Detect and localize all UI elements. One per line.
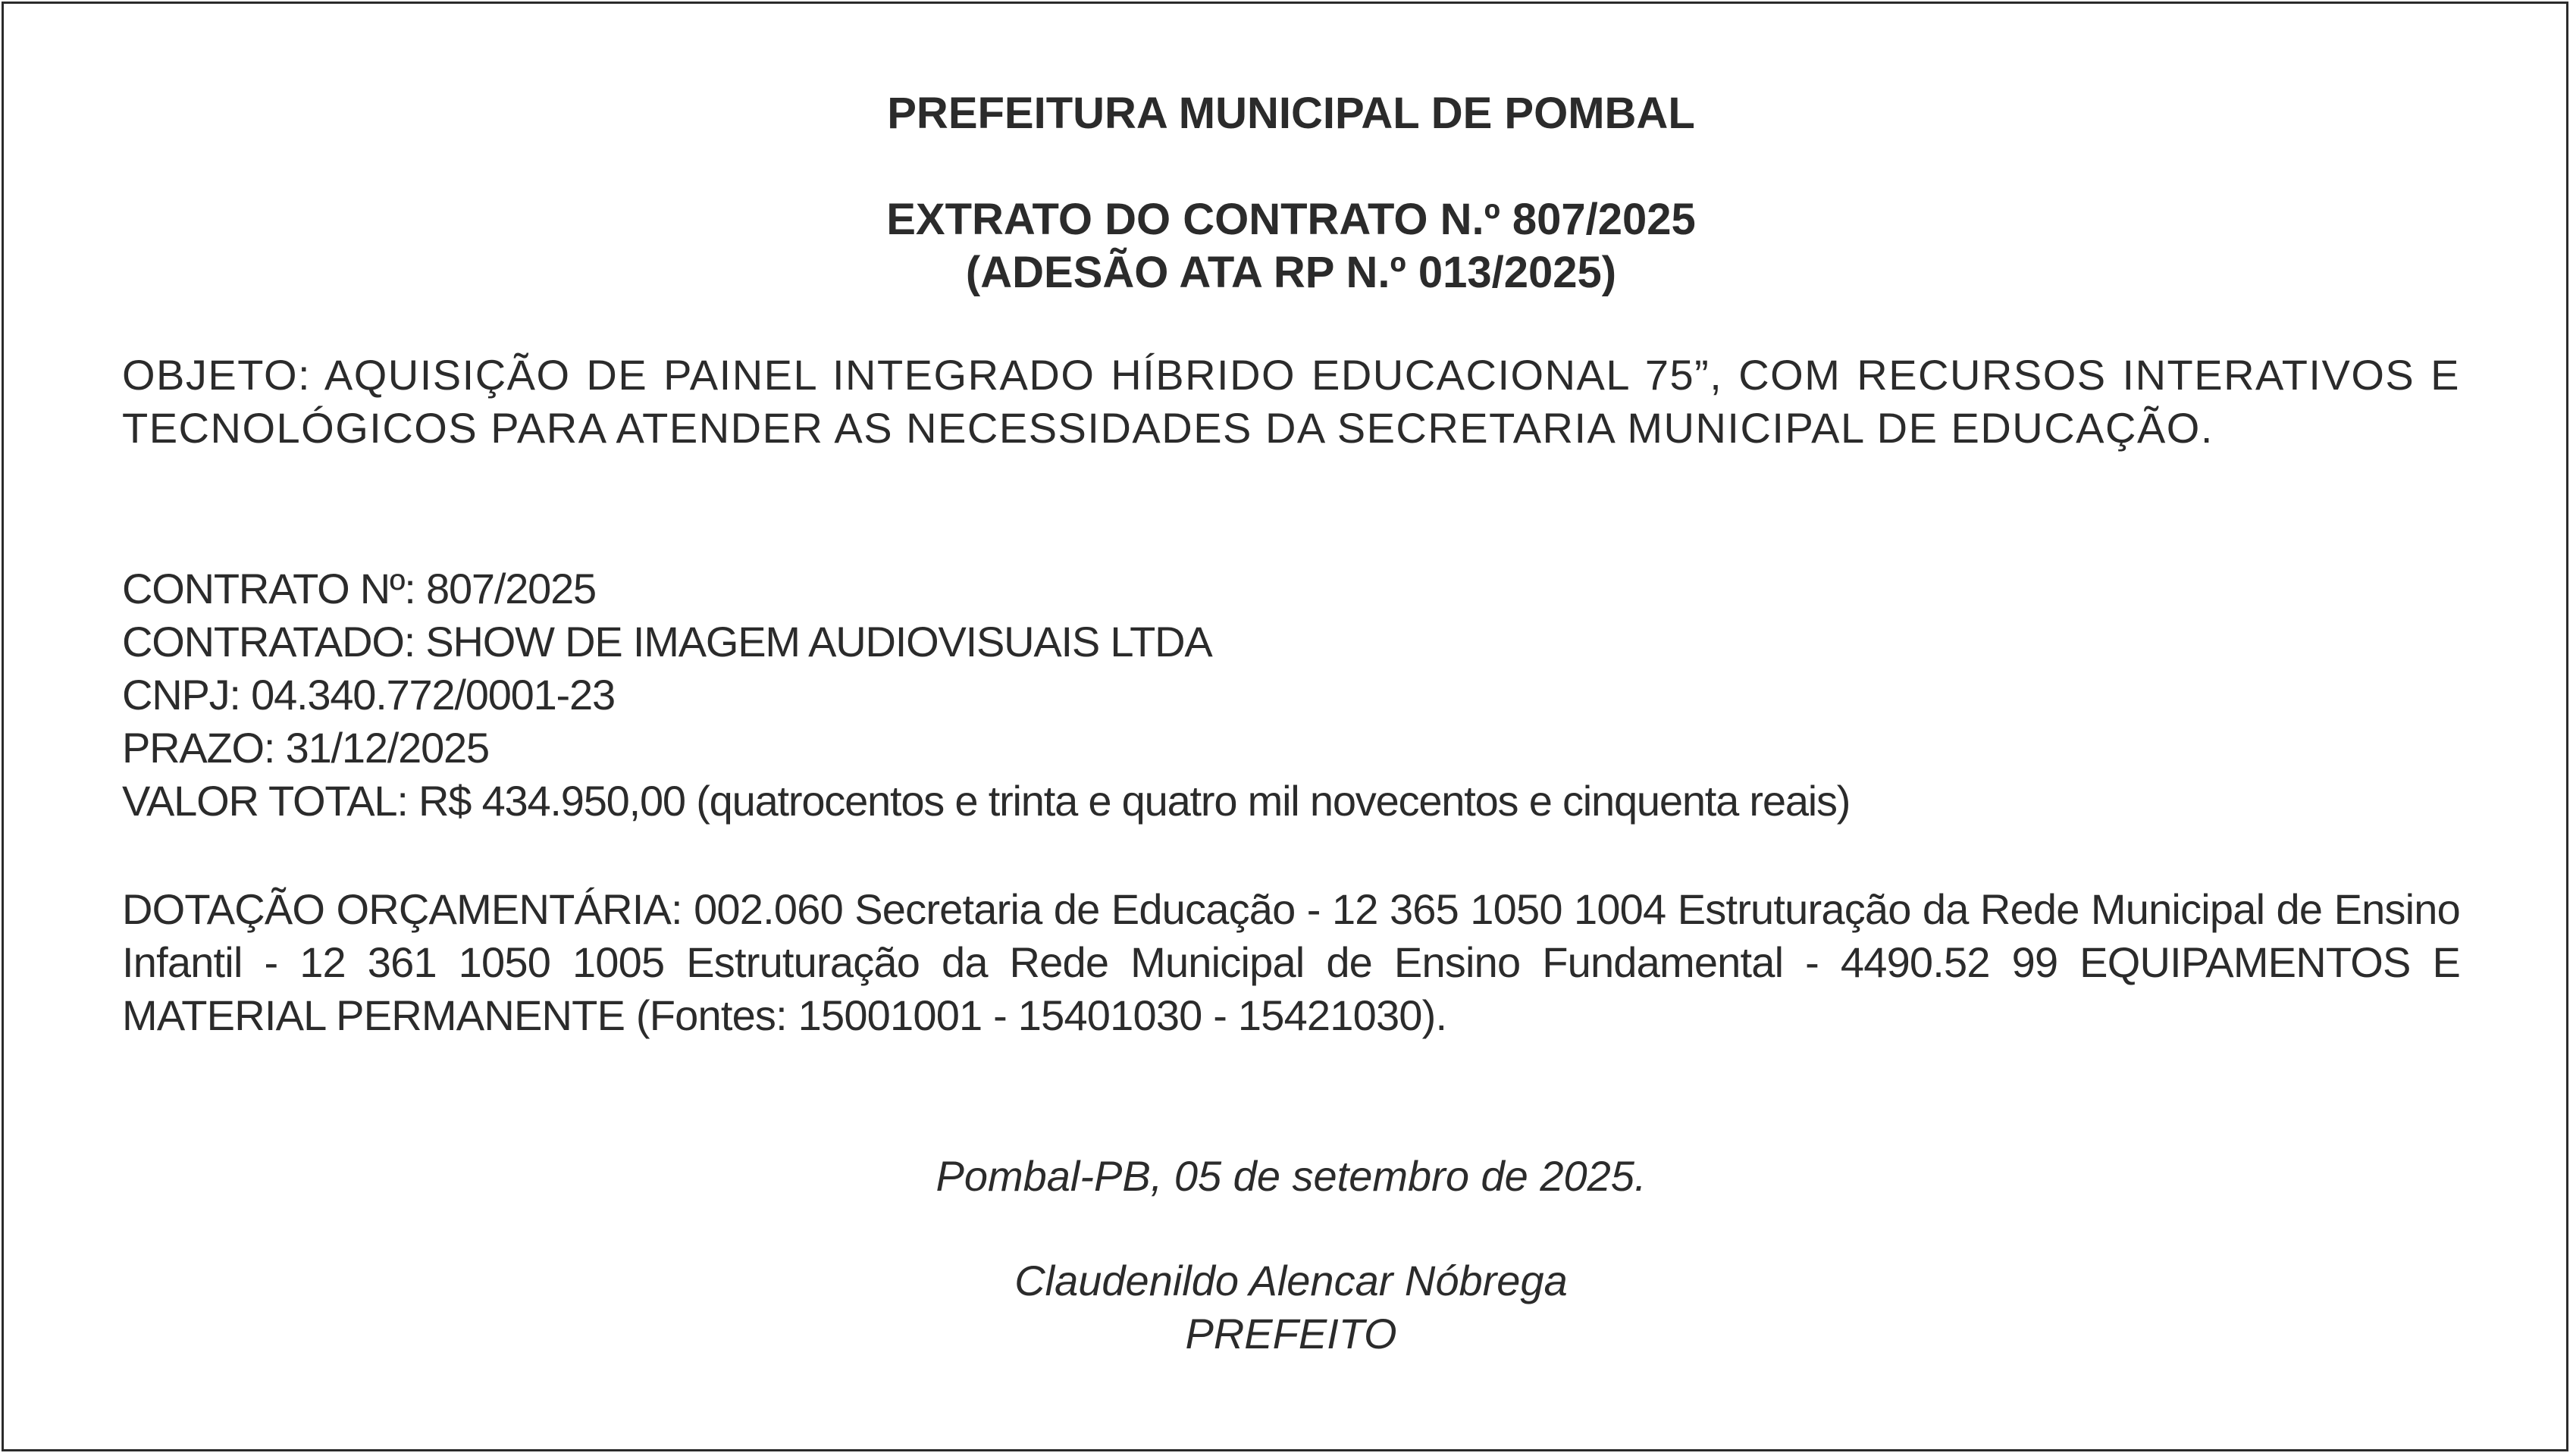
contract-number: CONTRATO Nº: 807/2025 <box>122 565 596 612</box>
term: PRAZO: 31/12/2025 <box>122 724 489 772</box>
document-frame <box>2 2 2568 1451</box>
extract-subtitle: (ADESÃO ATA RP N.º 013/2025) <box>965 248 1617 297</box>
contractor: CONTRATADO: SHOW DE IMAGEM AUDIOVISUAIS LTDA <box>122 618 1212 665</box>
organization-heading: PREFEITURA MUNICIPAL DE POMBAL <box>887 89 1695 138</box>
total-value: VALOR TOTAL: R$ 434.950,00 (quatrocentos e trinta e quatro mil novecentos e cinquenta reais) <box>122 777 1851 825</box>
signer-name: Claudenildo Alencar Nóbrega <box>1014 1257 1568 1304</box>
budget-paragraph: DOTAÇÃO ORÇAMENTÁRIA: 002.060 Secretaria de Educação - 12 365 1050 1004 Estruturação da Rede Municipal de Ensino Infantil - 12 361 1050 1005 Estruturação da Rede Municipal de Ensino Fundamental - 4490.52 99 EQUIPAMENTOS E MATERIAL PERMANENTE (Fontes: 15001001 - 15401030 - 15421030). <box>122 885 2460 1039</box>
cnpj: CNPJ: 04.340.772/0001-23 <box>122 671 615 719</box>
signer-role: PREFEITO <box>1185 1310 1397 1357</box>
contract-fields <box>122 562 2460 828</box>
extract-title: EXTRATO DO CONTRATO N.º 807/2025 <box>886 195 1696 244</box>
object-paragraph: OBJETO: AQUISIÇÃO DE PAINEL INTEGRADO HÍBRIDO EDUCACIONAL 75”, COM RECURSOS INTERATIVOS E TECNOLÓGICOS PARA ATENDER AS NECESSIDADES DA SECRETARIA MUNICIPAL DE EDUCAÇÃO. <box>122 351 2460 452</box>
place-date: Pombal-PB, 05 de setembro de 2025. <box>935 1152 1647 1200</box>
